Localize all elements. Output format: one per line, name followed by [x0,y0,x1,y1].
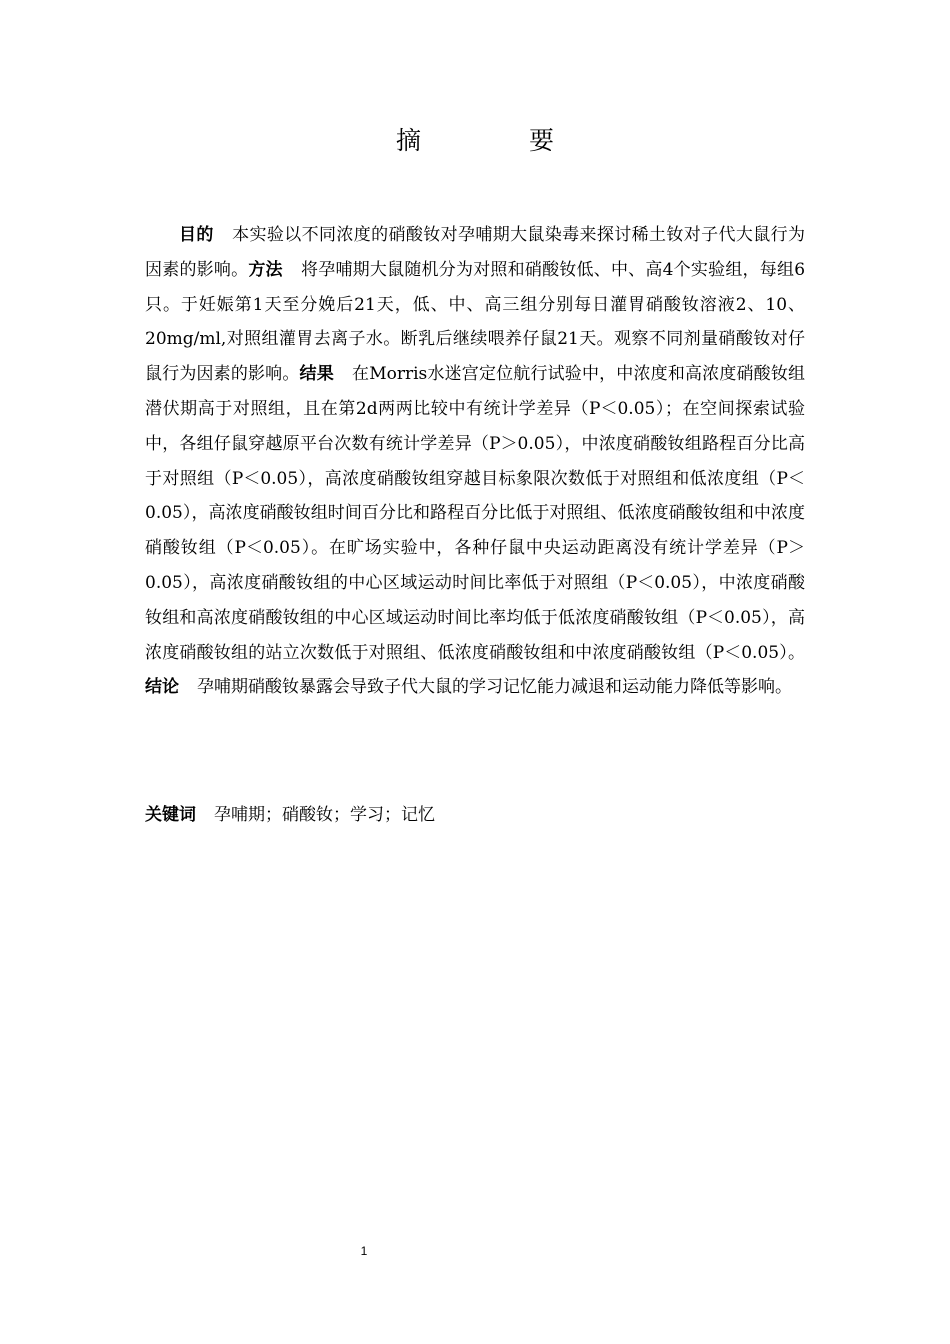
abstract-paragraph [145,218,805,705]
keywords-line [145,798,805,832]
keywords-label: 关键词 [145,805,196,825]
methods-label: 方法 [248,259,283,280]
conclusion-label: 结论 [145,677,179,698]
conclusion-text: 孕哺期硝酸钕暴露会导致子代大鼠的学习记忆能力减退和运动能力降低等影响。 [197,677,792,698]
results-text: 在Morris水迷宫定位航行试验中，中浓度和高浓度硝酸钕组潜伏期高于对照组，且在第2d两两比较中有统计学差异（P＜0.05）；在空间探索试验中，各组仔鼠穿越原平台次数有统计学差异（P＞0.05），中浓度硝酸钕组路程百分比高于对照组（P＜0.05），高浓度硝酸钕组穿越目标象限次数低于对照组和低浓度组（P＜0.05），高浓度硝酸钕组时间百分比和路程百分比低于对照组、低浓度硝酸钕组和中浓度硝酸钕组（P＜0.05）。在旷场实验中，各种仔鼠中央运动距离没有统计学差异（P＞0.05），高浓度硝酸钕组的中心区域运动时间比率低于对照组（P＜0.05），中浓度硝酸钕组和高浓度硝酸钕组的中心区域运动时间比率均低于低浓度硝酸钕组（P＜0.05），高浓度硝酸钕组的站立次数低于对照组、低浓度硝酸钕组和中浓度硝酸钕组（P＜0.05）。 [145,364,806,663]
methods-text: 将孕哺期大鼠随机分为对照和硝酸钕低、中、高4个实验组，每组6只。于妊娠第1天至分娩后21天，低、中、高三组分别每日灌胃硝酸钕溶液2、10、20mg/ml,对照组灌胃去离子水。断乳后继续喂养仔鼠21天。观察不同剂量硝酸钕对仔鼠行为因素的影响。 [145,259,806,385]
objective-label: 目的 [179,225,214,245]
objective-text: 本实验以不同浓度的硝酸钕对孕哺期大鼠染毒来探讨稀土钕对子代大鼠行为因素的影响。 [145,225,806,280]
results-label: 结果 [299,364,334,385]
keywords-text: 孕哺期；硝酸钕；学习；记忆 [214,805,435,825]
page-title: 摘 要 [396,126,604,155]
page-number: 1 [360,1244,368,1258]
